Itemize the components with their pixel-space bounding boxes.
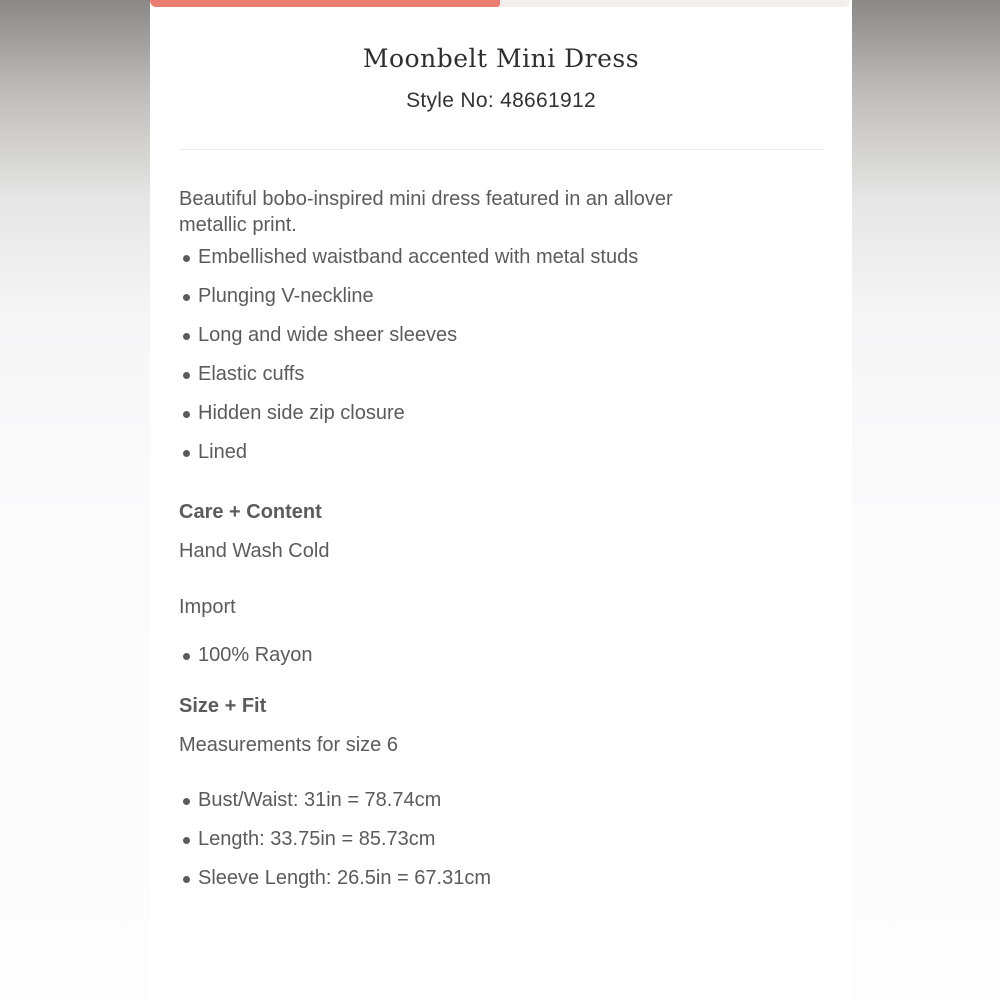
measurement-item: Length: 33.75in = 85.73cm (179, 820, 779, 859)
style-number: Style No: 48661912 (406, 89, 596, 112)
care-origin: Import (179, 596, 236, 618)
feature-list (179, 238, 779, 472)
feature-item: Elastic cuffs (179, 355, 779, 394)
care-heading: Care + Content (179, 501, 322, 523)
care-wash: Hand Wash Cold (179, 540, 330, 562)
fit-heading: Size + Fit (179, 695, 267, 717)
material-item: 100% Rayon (179, 636, 779, 675)
care-section (179, 499, 779, 675)
measurement-item: Bust/Waist: 31in = 78.74cm (179, 781, 779, 820)
divider (179, 149, 824, 150)
feature-item: Embellished waistband accented with metal studs (179, 238, 779, 277)
product-title: Moonbelt Mini Dress (362, 44, 640, 73)
product-description: Beautiful bobo-inspired mini dress featured in an allover metallic print. (179, 188, 673, 236)
feature-item: Lined (179, 433, 779, 472)
fit-note: Measurements for size 6 (179, 734, 398, 756)
feature-item: Plunging V-neckline (179, 277, 779, 316)
progress-bar-fill (150, 0, 500, 7)
measurement-list (179, 781, 779, 898)
feature-item: Hidden side zip closure (179, 394, 779, 433)
measurement-item: Sleeve Length: 26.5in = 67.31cm (179, 859, 779, 898)
feature-item: Long and wide sheer sleeves (179, 316, 779, 355)
progress-bar (150, 0, 850, 7)
fit-section (179, 693, 779, 898)
material-list (179, 636, 779, 675)
product-description-section (179, 186, 779, 898)
